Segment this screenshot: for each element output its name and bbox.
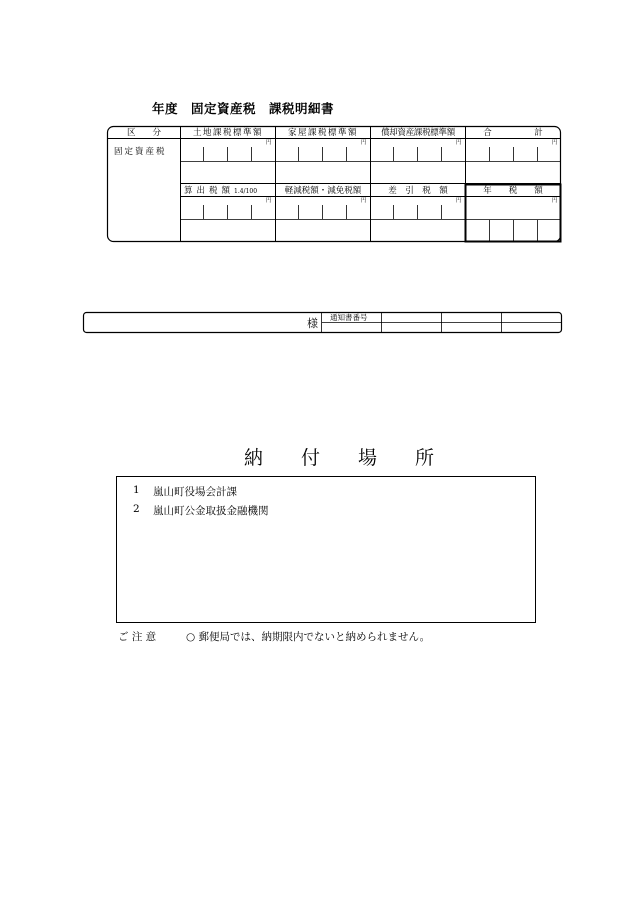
yen-mark: 円 bbox=[552, 198, 558, 204]
payment-item-number: 1 bbox=[133, 484, 140, 496]
yen-mark: 円 bbox=[361, 140, 367, 146]
header-difference: 差 引 税 額 bbox=[388, 186, 448, 196]
header-land: 土地課税標準額 bbox=[192, 128, 263, 138]
yen-mark: 円 bbox=[361, 198, 367, 204]
payment-item: 嵐山町役場会計課 bbox=[153, 486, 237, 498]
header-reduction: 軽減税額・減免税額 bbox=[284, 186, 362, 196]
payment-heading: 納 付 場 所 bbox=[244, 447, 435, 469]
notice-number-label: 通知書番号 bbox=[330, 313, 368, 322]
yen-mark: 円 bbox=[456, 140, 462, 146]
page-title: 年度 固定資産税 課税明細書 bbox=[152, 101, 335, 116]
row-label-fixed-asset-tax: 固定資産税 bbox=[114, 147, 167, 157]
header-house: 家屋課税標準額 bbox=[287, 128, 358, 138]
recipient-suffix: 様 bbox=[307, 317, 318, 330]
header-calculated-tax-label: 算出税額 bbox=[184, 186, 235, 196]
payment-item: 嵐山町公金取扱金融機関 bbox=[153, 505, 269, 517]
header-depreciable: 償却資産課税標準額 bbox=[381, 128, 455, 138]
header-kubun: 区 分 bbox=[126, 128, 161, 138]
header-calculated-tax bbox=[184, 185, 257, 198]
yen-mark: 円 bbox=[266, 140, 272, 146]
yen-mark: 円 bbox=[266, 198, 272, 204]
yen-mark: 円 bbox=[552, 140, 558, 146]
yen-mark: 円 bbox=[456, 198, 462, 204]
header-total: 合 計 bbox=[483, 128, 543, 138]
caution-label: ご 注 意 bbox=[118, 631, 157, 643]
caution-text: ○ 郵便局では、納期限内でないと納められません。 bbox=[186, 631, 431, 643]
payment-item-number: 2 bbox=[133, 503, 140, 515]
header-annual-tax: 年 税 額 bbox=[483, 186, 543, 196]
header-calculated-tax-rate: 1.4/100 bbox=[234, 188, 258, 195]
